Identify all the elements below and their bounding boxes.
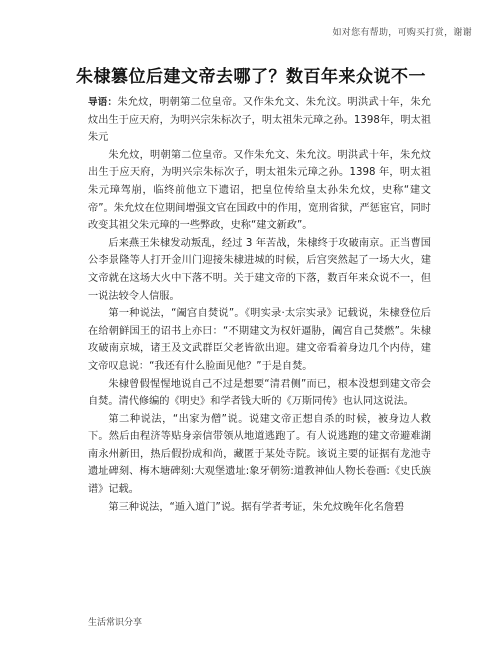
abstract-label: 导语： [88, 97, 118, 108]
abstract-text: 朱允炆，明朝第二位皇帝。又作朱允文、朱允汶。明洪武十年，朱允炆出生于应天府，为明兴宗朱标次子，明太祖朱元璋之孙。1398年，明太祖朱元 [88, 97, 431, 144]
footer-text: 生活常识分享 [88, 618, 143, 628]
paragraph-6: 第三种说法，“遁入道门”说。据有学者考证，朱允炆晚年化名詹碧 [108, 501, 405, 513]
paragraph-3: 第一种说法，“阖宫自焚说”。《明实录·太宗实录》记载说，朱棣登位后在给朝鲜国王的诏书上亦曰：“不期建文为权奸逼胁，阖宫自己焚燃”。朱棣攻破南京城，诸王及文武群臣父老皆欲出迎。建文帝看着身边几个内侍，建文帝叹息说：“我还有什么脸面见他？”于是自焚。 [88, 308, 431, 372]
abstract-paragraph [88, 94, 431, 147]
paragraph-2: 后来燕王朱棣发动叛乱，经过 3 年苦战，朱棣终于攻破南京。正当曹国公李景隆等人打开金川门迎接朱棣进城的时候，后宫突然起了一场大火，建文帝就在这场大火中下落不明。关于建文帝的下落，数百年来众说不一，但一说法较令人信服。 [88, 237, 431, 302]
paragraph-1: 朱允炆，明朝第二位皇帝。又作朱允文、朱允汶。明洪武十年，朱允炆出生于应天府，为明兴宗朱标次子，明太祖朱元璋之孙。1398 年，明太祖朱元璋驾崩，临终前他立下遗诏，把皇位传给皇太孙朱允炆，史称“建文帝”。朱允炆在位期间增强文官在国政中的作用，宽刑省狱，严惩宦官，同时改变其祖父朱元璋的一些弊政，史称“建文新政”。 [88, 149, 431, 232]
paragraph-4: 朱棣曾假惺惺地说自己不过是想要“清君侧”而已，根本没想到建文帝会自焚。清代修编的《明史》和学者钱大昕的《万斯同传》也认同这说法。 [88, 378, 431, 408]
article-body [88, 94, 431, 516]
paragraph-5: 第二种说法，“出家为僧”说。说建文帝正想自杀的时候，被身边人救下。然后由程济等贴身亲信带领从地道逃跑了。有人说逃跑的建文帝避难湖南永州新田，热后假扮成和尚，藏匿于某处寺院。该说主要的证据有龙池寺遗址碑刻、梅木塘碑刻:大观堡遗址:象牙朝笏:道教神仙人物长卷画:《史氏族谱》记载。 [88, 413, 431, 496]
page-title: 朱棣篡位后建文帝去哪了？数百年来众说不一 [76, 67, 426, 87]
header-note: 如对您有帮助，可购买打赏，谢谢 [332, 28, 472, 38]
